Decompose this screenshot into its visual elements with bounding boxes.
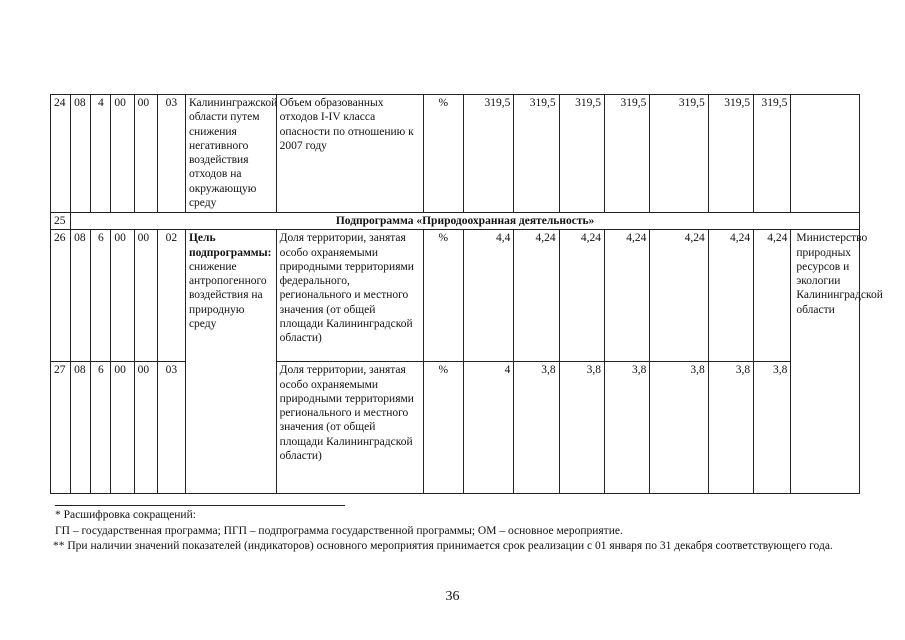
value-cell: 3,8: [514, 362, 559, 494]
value-cell: 3,8: [605, 362, 650, 494]
row-number: 27: [51, 362, 71, 494]
footnote-term: ** При наличии значений показателей (индикаторов) основного мероприятия принимается срок реализации с 01 января по 31 декабря соответствующего года.: [53, 540, 833, 552]
row-number: 25: [51, 213, 71, 230]
code-cell: 08: [71, 95, 91, 213]
value-cell: 4,24: [754, 230, 791, 362]
goal-cell: Калинингражской области путем снижения негативного воздействия отходов на окружающую среду: [185, 95, 276, 213]
page-number: 36: [445, 589, 460, 604]
code-cell: 00: [111, 230, 134, 362]
code-cell: 08: [71, 230, 91, 362]
value-cell: 319,5: [708, 95, 753, 213]
code-cell: 08: [71, 362, 91, 494]
code-cell: 4: [91, 95, 111, 213]
row-number: 26: [51, 230, 71, 362]
value-cell: 319,5: [559, 95, 604, 213]
value-cell: 4,24: [708, 230, 753, 362]
value-cell: 4,4: [463, 230, 513, 362]
footnote-abbreviations: ГП – государственная программа; ПГП – подпрограмма государственной программы; ОМ – основное мероприятие.: [55, 525, 623, 537]
footnote-divider: [55, 505, 345, 506]
code-cell: 00: [134, 230, 157, 362]
code-cell: 00: [111, 95, 134, 213]
value-cell: 4: [463, 362, 513, 494]
value-cell: 319,5: [514, 95, 559, 213]
row-number: 24: [51, 95, 71, 213]
value-cell: 3,8: [559, 362, 604, 494]
value-cell: 4,24: [514, 230, 559, 362]
table-row: [51, 213, 860, 230]
value-cell: 319,5: [463, 95, 513, 213]
code-cell: 00: [111, 362, 134, 494]
goal-label: Цель подпрограммы:: [188, 232, 272, 259]
value-cell: 3,8: [708, 362, 753, 494]
value-cell: 4,24: [559, 230, 604, 362]
code-cell: 00: [134, 95, 157, 213]
value-cell: 319,5: [605, 95, 650, 213]
indicator-cell: Объем образованных отходов I-IV класса опасности по отношению к 2007 году: [276, 95, 423, 213]
value-cell: 3,8: [754, 362, 791, 494]
code-cell: 6: [91, 362, 111, 494]
footnote-heading: * Расшифровка сокращений:: [55, 509, 196, 521]
indicators-table: [50, 94, 883, 494]
value-cell: 4,24: [650, 230, 708, 362]
indicator-cell: Доля территории, занятая особо охраняемыми природными территориями регионального и местного значения (от общей площади Калининградской области): [276, 362, 423, 494]
unit-cell: %: [423, 95, 463, 213]
code-cell: 03: [157, 95, 185, 213]
table-row: [51, 230, 860, 362]
indicator-cell: Доля территории, занятая особо охраняемыми природными территориями федерального, регионального и местного значения (от общей площади Калининградской области): [276, 230, 423, 362]
code-cell: 00: [134, 362, 157, 494]
unit-cell: %: [423, 362, 463, 494]
code-cell: 6: [91, 230, 111, 362]
code-cell: 02: [157, 230, 185, 362]
value-cell: 4,24: [605, 230, 650, 362]
subprogram-title: Подпрограмма «Природоохранная деятельность»: [71, 213, 860, 230]
value-cell: 3,8: [650, 362, 708, 494]
goal-cell: [185, 230, 276, 494]
unit-cell: %: [423, 230, 463, 362]
value-cell: 319,5: [650, 95, 708, 213]
value-cell: 319,5: [754, 95, 791, 213]
responsible-cell: Министерство природных ресурсов и экологии Калининградской области: [791, 230, 860, 494]
code-cell: 03: [157, 362, 185, 494]
responsible-cell: [791, 95, 860, 213]
goal-text: снижение антропогенного воздействия на природную среду: [188, 260, 267, 331]
table-row: [51, 95, 860, 213]
table-row: [51, 362, 860, 494]
